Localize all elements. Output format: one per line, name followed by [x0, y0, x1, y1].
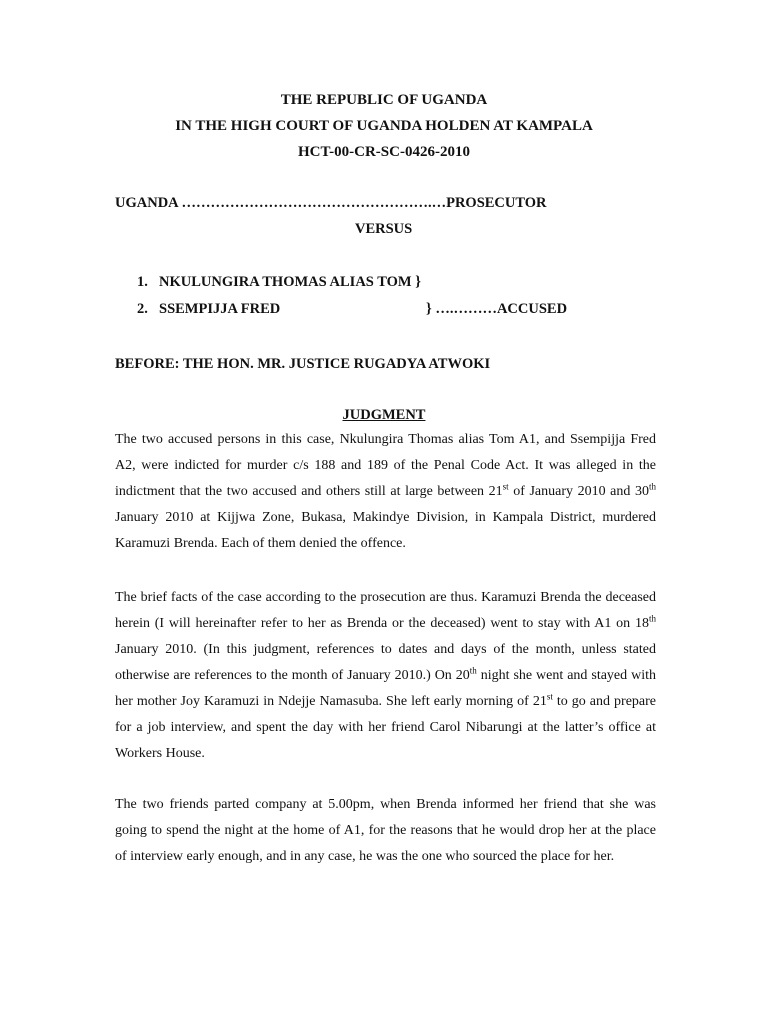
paragraph-2 — [115, 585, 656, 767]
p2-sup-3: st — [546, 691, 553, 702]
p1-sup-1: st — [502, 481, 509, 492]
p1-text-b: of January 2010 and 30 — [508, 484, 649, 499]
judgment-title: JUDGMENT — [342, 407, 426, 423]
accused-2-number: 2. — [137, 301, 148, 317]
p2-text-b: January 2010. (In this judgment, references to dates and days of the month, unless stated otherwise are references to the month of January 2010.) On 20 — [115, 642, 656, 683]
paragraph-3 — [115, 792, 656, 870]
p2-text-c: night she went and stayed with her mother Joy Karamuzi in Ndejje Namasuba. She left early morning of 21 — [115, 668, 656, 709]
p2-text-a: The brief facts of the case according to the prosecution are thus. Karamuzi Brenda the deceased herein (I will hereinafter refer to her as Brenda or the deceased) went to stay with A1 on 18 — [115, 590, 656, 631]
paragraph-1 — [115, 427, 656, 557]
p1-sup-2: th — [648, 481, 656, 492]
before-judge-line: BEFORE: THE HON. MR. JUSTICE RUGADYA ATWOKI — [115, 356, 491, 372]
case-number: HCT-00-CR-SC-0426-2010 — [298, 144, 470, 160]
accused-label: } ….………ACCUSED — [426, 301, 568, 317]
heading-republic: THE REPUBLIC OF UGANDA — [280, 92, 488, 108]
accused-2-name: SSEMPIJJA FRED — [159, 301, 281, 317]
p1-text-c: January 2010 at Kijjwa Zone, Bukasa, Makindye Division, in Kampala District, murdered Karamuzi Brenda. Each of them denied the offence. — [115, 510, 656, 551]
heading-court: IN THE HIGH COURT OF UGANDA HOLDEN AT KAMPALA — [175, 118, 593, 134]
p2-sup-2: th — [469, 665, 477, 676]
accused-1-name: NKULUNGIRA THOMAS ALIAS TOM } — [159, 274, 421, 290]
accused-1-number: 1. — [137, 274, 148, 290]
p1-text-a: The two accused persons in this case, Nkulungira Thomas alias Tom A1, and Ssempijja Fred A2, were indicted for murder c/s 188 and 189 of the Penal Code Act. It was alleged in the indictment that the two accused and others still at large between 21 — [115, 432, 656, 499]
p3-text: The two friends parted company at 5.00pm, when Brenda informed her friend that she was going to spend the night at the home of A1, for the reasons that he would drop her at the place of interview early enough, and in any case, he was the one who sourced the place for her. — [115, 797, 656, 864]
prosecutor-line: UGANDA …………………………………………….…PROSECUTOR — [115, 195, 547, 211]
p2-sup-1: th — [648, 613, 656, 624]
p2-text-d: to go and prepare for a job interview, and spent the day with her friend Carol Nibarungi at the latter’s office at Workers House. — [115, 694, 656, 761]
versus-label: VERSUS — [355, 221, 413, 237]
